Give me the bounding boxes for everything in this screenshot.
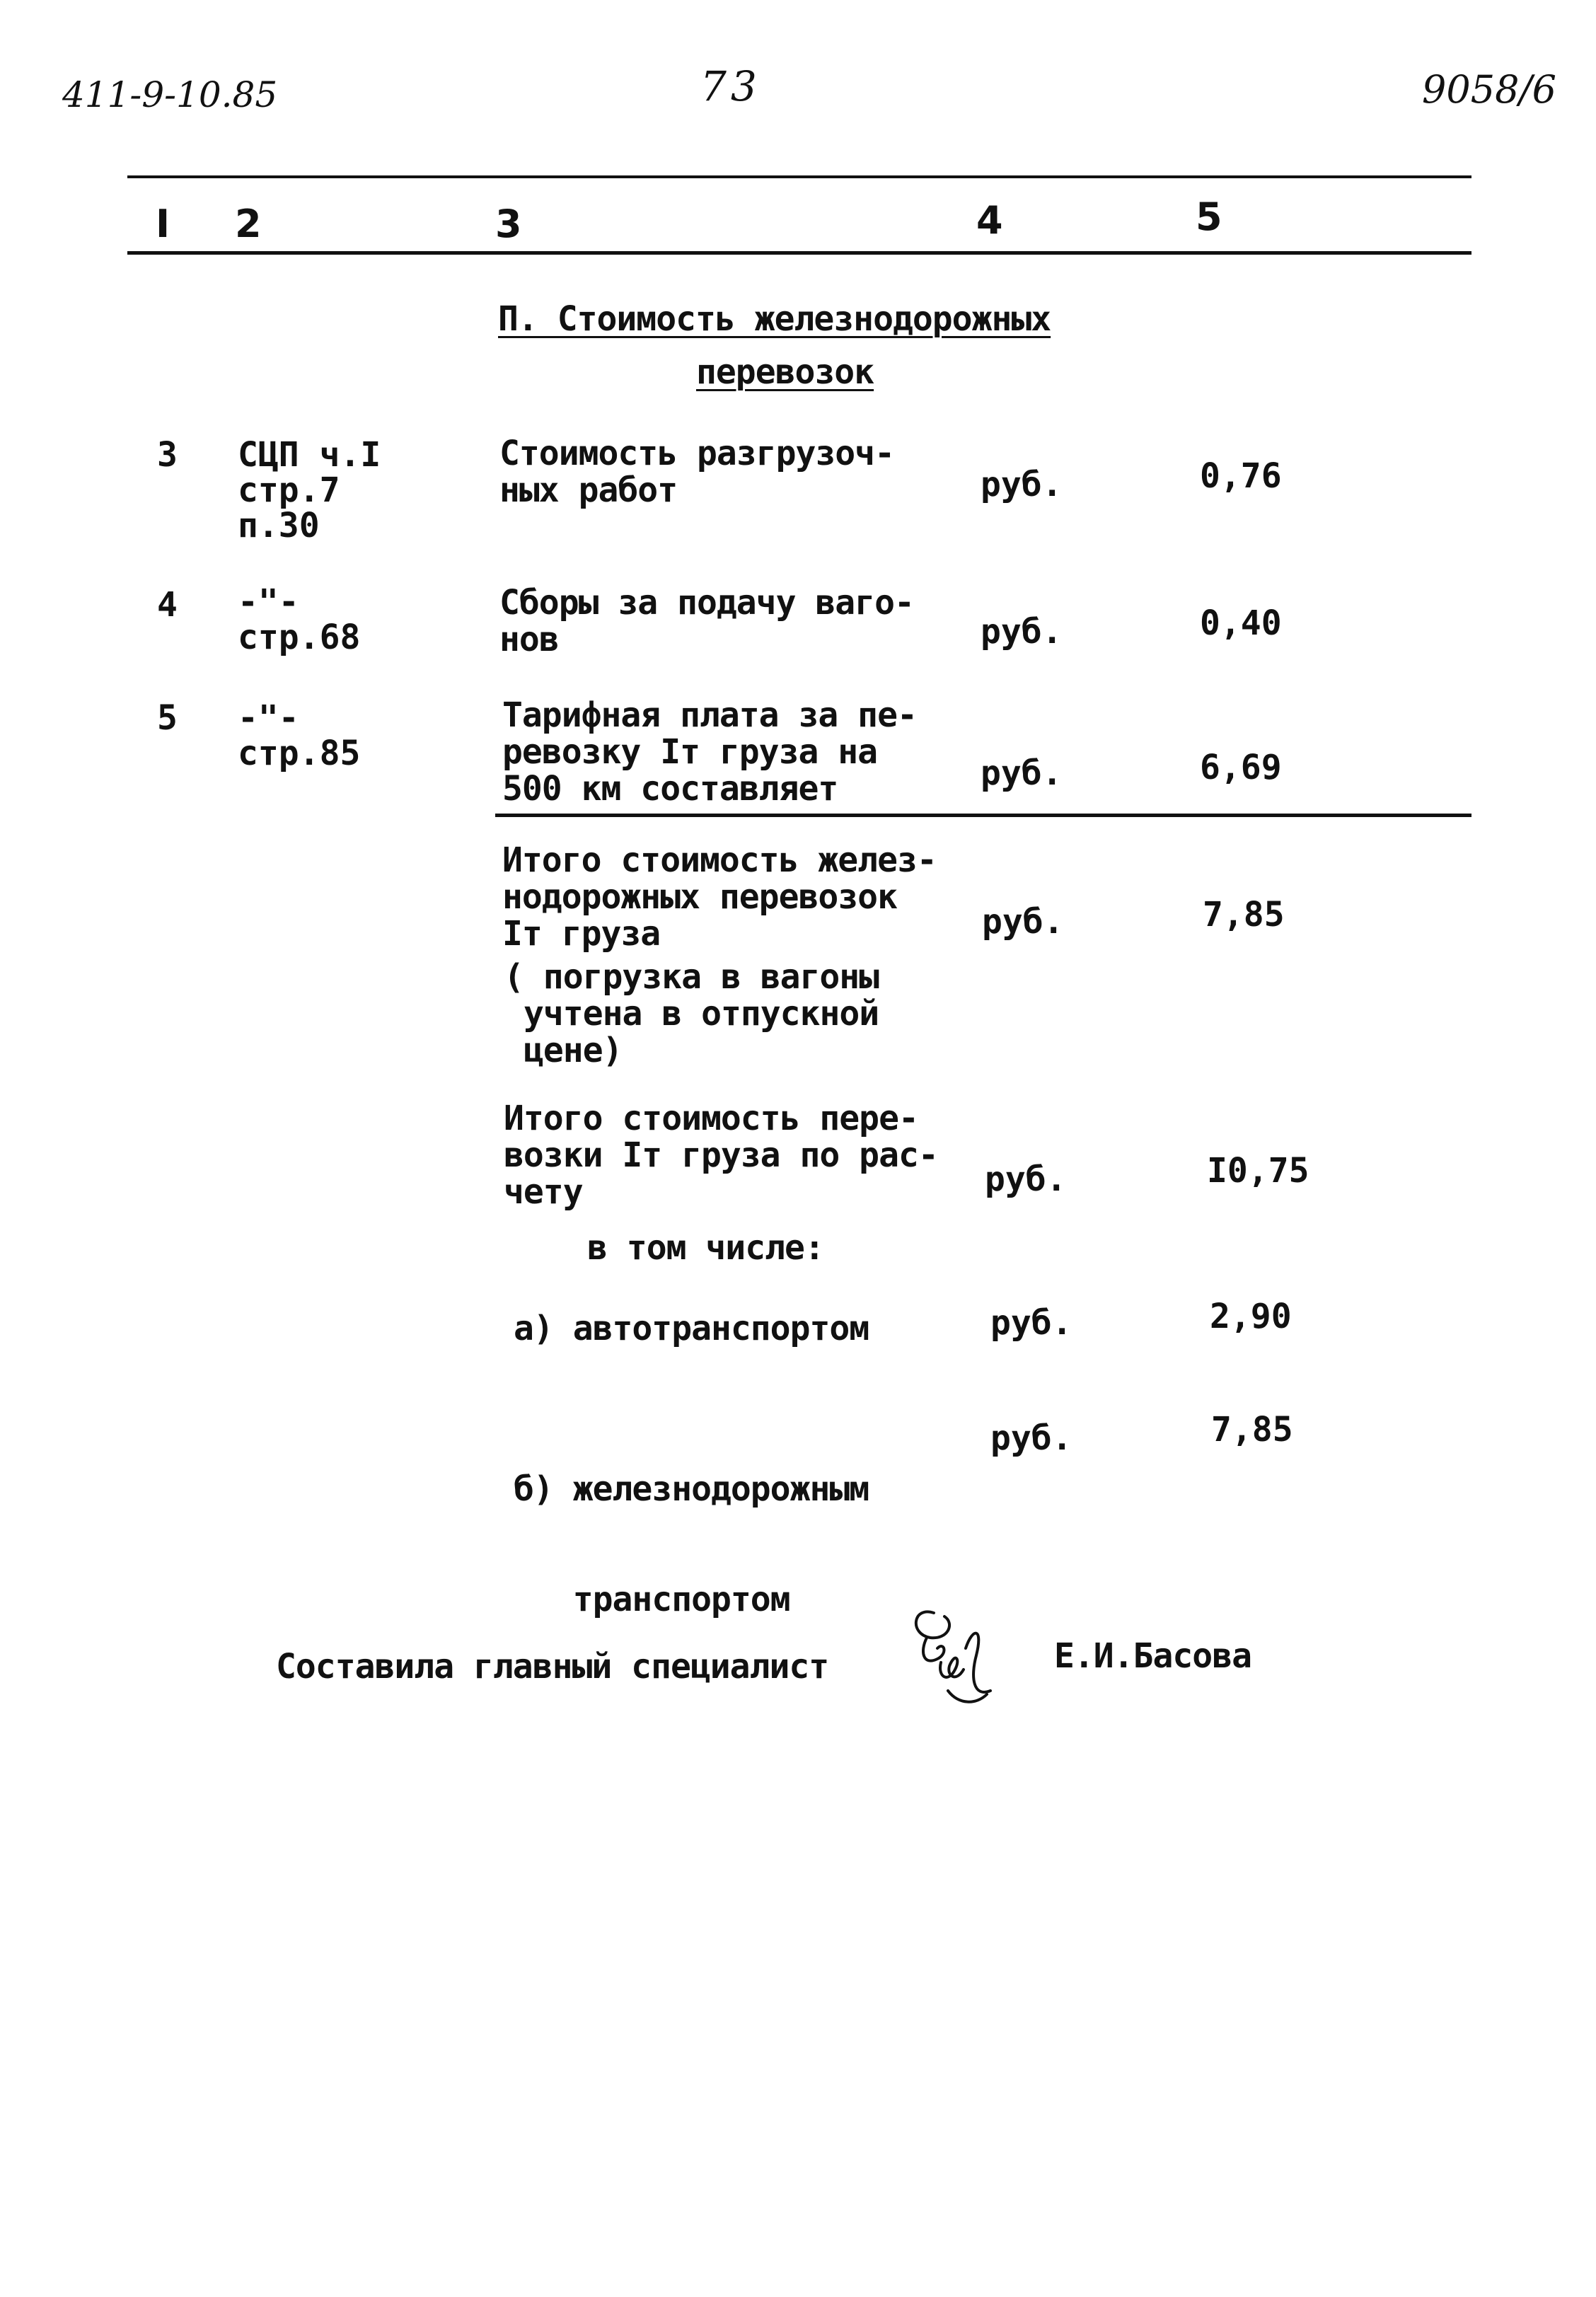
column-header-5: 5 (1196, 195, 1222, 239)
row-number: 3 (157, 435, 178, 475)
source-line: -"- (238, 698, 299, 738)
total-rail-note (504, 959, 879, 1069)
column-header-2: 2 (235, 202, 262, 246)
description-line: возки Iт груза по рас- (504, 1135, 938, 1175)
row-description (499, 435, 894, 509)
including-label: в том числе: (587, 1228, 824, 1268)
total-rail-description (502, 842, 937, 952)
source-line: стр.68 (238, 618, 361, 657)
description-line: чету (504, 1172, 583, 1212)
total-calc-description (504, 1100, 938, 1210)
row-unit: руб. (981, 753, 1063, 793)
breakdown-auto-value: 2,90 (1210, 1297, 1292, 1336)
description-line: 500 км составляет (502, 769, 838, 809)
compiled-by: Составила главный специалист (276, 1647, 829, 1686)
description-line: нодорожных перевозок (502, 877, 897, 917)
breakdown-line: б) железнодорожным (514, 1469, 869, 1509)
row-number: 5 (157, 698, 178, 738)
description-line: ных работ (499, 470, 678, 510)
row-value: 0,40 (1200, 603, 1282, 643)
doc-code: 411-9-10.85 (62, 74, 278, 115)
sheet-mark: 9058/6 (1422, 67, 1556, 112)
note-line: цене) (524, 1031, 623, 1070)
description-line: Iт груза (502, 914, 661, 954)
breakdown-line: транспортом (514, 1580, 790, 1619)
row-source (238, 584, 360, 655)
row-value: 0,76 (1200, 456, 1282, 496)
section-title-line1: П. Стоимость железнодорожных (498, 299, 1051, 339)
row-description (499, 584, 914, 658)
total-calc-value: I0,75 (1207, 1151, 1309, 1191)
signature (906, 1599, 1012, 1712)
column-header-4: 4 (976, 198, 1003, 243)
description-line: Сборы за подачу ваго- (499, 583, 914, 623)
breakdown-auto-unit: руб. (990, 1303, 1072, 1343)
subtotal-rule (495, 814, 1471, 817)
total-rail-unit: руб. (982, 902, 1064, 942)
signature-scribble (906, 1599, 1012, 1712)
row-source (238, 700, 360, 771)
breakdown-rail-unit: руб. (990, 1418, 1072, 1458)
source-line: стр.85 (238, 734, 361, 773)
source-line: п.30 (238, 506, 320, 545)
row-description (502, 697, 917, 807)
row-value: 6,69 (1200, 748, 1282, 787)
source-line: -"- (238, 582, 299, 622)
breakdown-rail-value: 7,85 (1211, 1410, 1293, 1450)
description-line: Стоимость разгрузоч- (499, 434, 894, 473)
row-unit: руб. (981, 465, 1063, 504)
note-line: ( погрузка в вагоны (504, 957, 879, 997)
compiler-name: Е.И.Басова (1054, 1636, 1251, 1676)
description-line: Тарифная плата за пе- (502, 695, 917, 735)
description-line: нов (499, 620, 559, 659)
source-line: СЦП ч.I (238, 435, 381, 475)
page-number: 73 (700, 62, 761, 110)
description-line: ревозку Iт груза на (502, 732, 878, 772)
table-header-rule (127, 251, 1471, 255)
row-number: 4 (157, 585, 178, 625)
total-calc-unit: руб. (985, 1159, 1067, 1199)
total-rail-value: 7,85 (1203, 895, 1285, 935)
column-header-1: I (156, 202, 170, 246)
source-line: стр.7 (238, 470, 340, 510)
section-title-line2: перевозок (696, 352, 874, 392)
description-line: Итого стоимость пере- (504, 1099, 918, 1138)
breakdown-auto-label: а) автотранспортом (514, 1309, 869, 1348)
column-header-3: 3 (495, 202, 522, 246)
note-line: учтена в отпускной (524, 994, 879, 1034)
row-source (238, 437, 381, 543)
table-top-rule (127, 175, 1471, 178)
breakdown-rail-label (514, 1397, 869, 1655)
description-line: Итого стоимость желез- (502, 840, 937, 880)
row-unit: руб. (981, 612, 1063, 652)
